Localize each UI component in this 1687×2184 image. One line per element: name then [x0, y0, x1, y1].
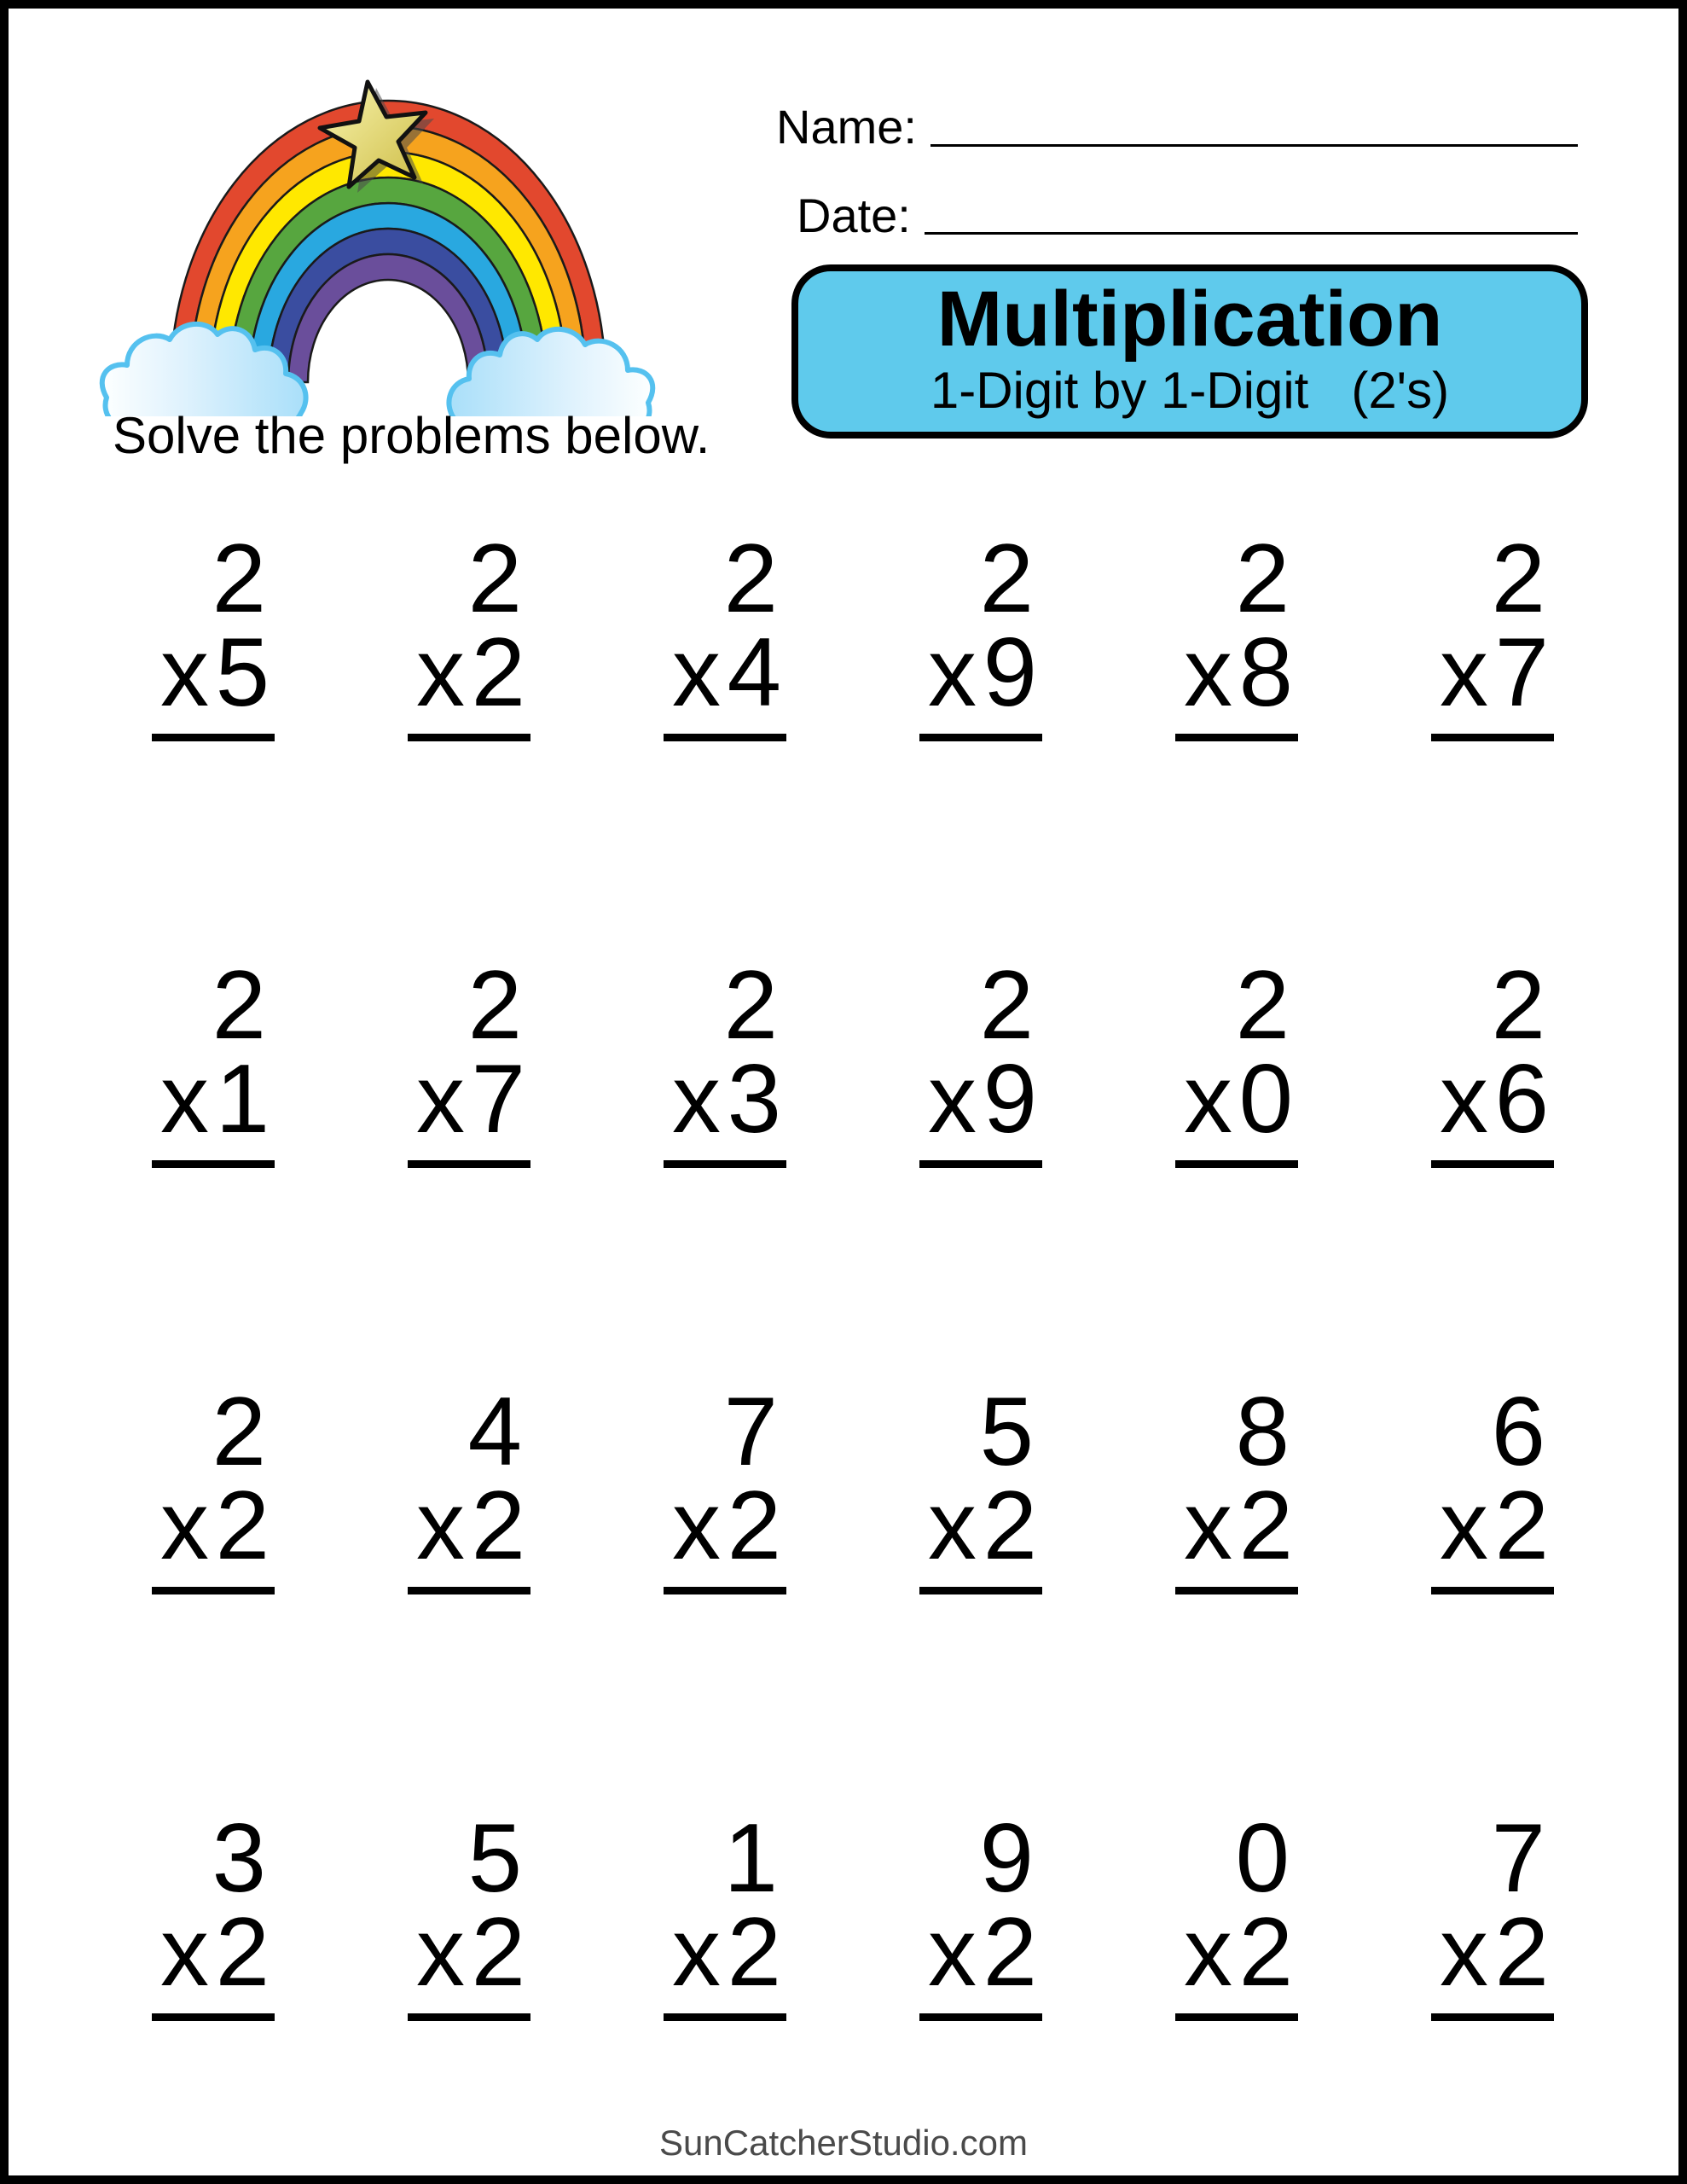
- multiplier: 8: [1238, 619, 1293, 727]
- multiplier: 2: [471, 1898, 525, 2007]
- date-blank-line: [925, 231, 1578, 235]
- multiply-operator: x: [928, 1045, 977, 1153]
- problem-bottom-row: [672, 1472, 781, 1580]
- name-label: Name:: [776, 100, 917, 154]
- multiplication-problem: [1175, 1378, 1298, 1594]
- multiply-operator: x: [1184, 619, 1232, 727]
- multiplier: 2: [471, 619, 525, 727]
- multiply-operator: x: [416, 619, 465, 727]
- multiplicand: 2: [979, 525, 1034, 633]
- multiply-operator: x: [928, 1472, 977, 1580]
- multiplier: 2: [983, 1898, 1037, 2007]
- worksheet-subtitle: 1-Digit by 1-Digit (2's): [930, 361, 1450, 419]
- multiplicand: 3: [212, 1804, 266, 1913]
- multiplier: 7: [1494, 619, 1549, 727]
- problem-bottom-row: [1440, 1898, 1549, 2007]
- problem-bottom-row: [1440, 1472, 1549, 1580]
- problem-bottom-row: [160, 1045, 270, 1153]
- multiplication-problem: [664, 951, 786, 1168]
- multiplicand: 5: [467, 1804, 522, 1913]
- multiplicand: 5: [979, 1378, 1034, 1486]
- worksheet-title: Multiplication: [936, 276, 1443, 363]
- problem-bottom-row: [160, 1472, 270, 1580]
- multiplication-problem: [1175, 951, 1298, 1168]
- multiply-operator: x: [160, 1472, 209, 1580]
- problem-bottom-row: [928, 619, 1037, 727]
- multiplicand: 9: [979, 1804, 1034, 1913]
- problem-bottom-row: [160, 1898, 270, 2007]
- instruction-text: Solve the problems below.: [113, 407, 710, 464]
- multiplicand: 2: [467, 951, 522, 1060]
- multiplication-problem: [1431, 1378, 1554, 1594]
- multiply-operator: x: [1440, 1472, 1488, 1580]
- problem-bottom-row: [928, 1898, 1037, 2007]
- multiplicand: 6: [1491, 1378, 1545, 1486]
- problem-bottom-row: [1184, 1045, 1293, 1153]
- multiplication-problem: [919, 1804, 1042, 2021]
- name-blank-line: [930, 143, 1578, 147]
- multiply-operator: x: [928, 619, 977, 727]
- multiplicand: 2: [723, 525, 778, 633]
- problem-bottom-row: [1184, 619, 1293, 727]
- multiplication-problem: [919, 525, 1042, 741]
- date-label: Date:: [797, 188, 911, 242]
- problem-bottom-row: [672, 1898, 781, 2007]
- problem-bottom-row: [416, 1472, 525, 1580]
- problem-bottom-row: [1440, 619, 1549, 727]
- multiplicand: 1: [723, 1804, 778, 1913]
- problems-grid: [85, 517, 1620, 2184]
- multiply-operator: x: [160, 1898, 209, 2007]
- multiply-operator: x: [1184, 1472, 1232, 1580]
- footer-website: SunCatcherStudio.com: [659, 2123, 1028, 2163]
- multiplier: 5: [215, 619, 270, 727]
- problem-bottom-row: [672, 1045, 781, 1153]
- multiplier: 2: [1238, 1898, 1293, 2007]
- multiplicand: 2: [1235, 525, 1290, 633]
- multiplier: 4: [727, 619, 781, 727]
- multiplier: 1: [215, 1045, 270, 1153]
- multiplier: 2: [1494, 1898, 1549, 2007]
- multiplication-problem: [1175, 1804, 1298, 2021]
- problem-bottom-row: [1184, 1472, 1293, 1580]
- multiplicand: 2: [979, 951, 1034, 1060]
- problem-bottom-row: [928, 1045, 1037, 1153]
- multiplier: 2: [215, 1898, 270, 2007]
- multiplication-problem: [919, 1378, 1042, 1594]
- multiply-operator: x: [1440, 1045, 1488, 1153]
- multiplication-problem: [408, 1804, 530, 2021]
- multiplication-problem: [408, 1378, 530, 1594]
- problem-bottom-row: [160, 619, 270, 727]
- multiplicand: 2: [467, 525, 522, 633]
- multiplier: 2: [1238, 1472, 1293, 1580]
- problem-bottom-row: [416, 1898, 525, 2007]
- multiplicand: 2: [1491, 525, 1545, 633]
- multiplication-problem: [1431, 1804, 1554, 2021]
- multiplier: 3: [727, 1045, 781, 1153]
- multiplicand: 2: [212, 951, 266, 1060]
- multiplication-problem: [152, 951, 275, 1168]
- multiply-operator: x: [1184, 1045, 1232, 1153]
- multiply-operator: x: [160, 619, 209, 727]
- multiplication-problem: [152, 1804, 275, 2021]
- multiplicand: 2: [212, 525, 266, 633]
- rainbow-icon: [94, 49, 657, 416]
- multiplicand: 2: [1235, 951, 1290, 1060]
- title-box: [791, 264, 1588, 439]
- multiplication-problem: [664, 525, 786, 741]
- multiplier: 2: [727, 1898, 781, 2007]
- multiply-operator: x: [672, 1472, 721, 1580]
- multiplication-problem: [1431, 525, 1554, 741]
- header-fields: [776, 101, 1578, 277]
- multiplier: 2: [1494, 1472, 1549, 1580]
- multiplication-problem: [1431, 951, 1554, 1168]
- multiplication-problem: [919, 951, 1042, 1168]
- multiplier: 9: [983, 619, 1037, 727]
- problem-bottom-row: [928, 1472, 1037, 1580]
- multiplier: 2: [215, 1472, 270, 1580]
- multiplicand: 4: [467, 1378, 522, 1486]
- multiply-operator: x: [1184, 1898, 1232, 2007]
- multiplicand: 7: [723, 1378, 778, 1486]
- name-field-row: [776, 101, 1578, 154]
- multiplication-problem: [408, 525, 530, 741]
- multiply-operator: x: [672, 619, 721, 727]
- multiplicand: 2: [1491, 951, 1545, 1060]
- multiplication-problem: [664, 1804, 786, 2021]
- multiplier: 2: [727, 1472, 781, 1580]
- rainbow-graphic: [94, 49, 657, 416]
- multiply-operator: x: [1440, 1898, 1488, 2007]
- multiply-operator: x: [416, 1898, 465, 2007]
- multiplicand: 7: [1491, 1804, 1545, 1913]
- multiplier: 9: [983, 1045, 1037, 1153]
- multiplier: 6: [1494, 1045, 1549, 1153]
- multiplicand: 8: [1235, 1378, 1290, 1486]
- multiplication-problem: [408, 951, 530, 1168]
- multiply-operator: x: [672, 1898, 721, 2007]
- multiplication-problem: [1175, 525, 1298, 741]
- multiply-operator: x: [160, 1045, 209, 1153]
- multiplier: 0: [1238, 1045, 1293, 1153]
- problem-bottom-row: [672, 619, 781, 727]
- date-field-row: [776, 189, 1578, 242]
- multiplication-problem: [152, 1378, 275, 1594]
- multiply-operator: x: [416, 1045, 465, 1153]
- multiplicand: 0: [1235, 1804, 1290, 1913]
- multiplier: 2: [471, 1472, 525, 1580]
- multiply-operator: x: [416, 1472, 465, 1580]
- multiplication-problem: [664, 1378, 786, 1594]
- multiplier: 2: [983, 1472, 1037, 1580]
- multiplicand: 2: [212, 1378, 266, 1486]
- multiplicand: 2: [723, 951, 778, 1060]
- multiply-operator: x: [1440, 619, 1488, 727]
- multiplication-problem: [152, 525, 275, 741]
- problem-bottom-row: [1184, 1898, 1293, 2007]
- multiply-operator: x: [928, 1898, 977, 2007]
- multiply-operator: x: [672, 1045, 721, 1153]
- problem-bottom-row: [416, 1045, 525, 1153]
- multiplier: 7: [471, 1045, 525, 1153]
- problem-bottom-row: [1440, 1045, 1549, 1153]
- problem-bottom-row: [416, 619, 525, 727]
